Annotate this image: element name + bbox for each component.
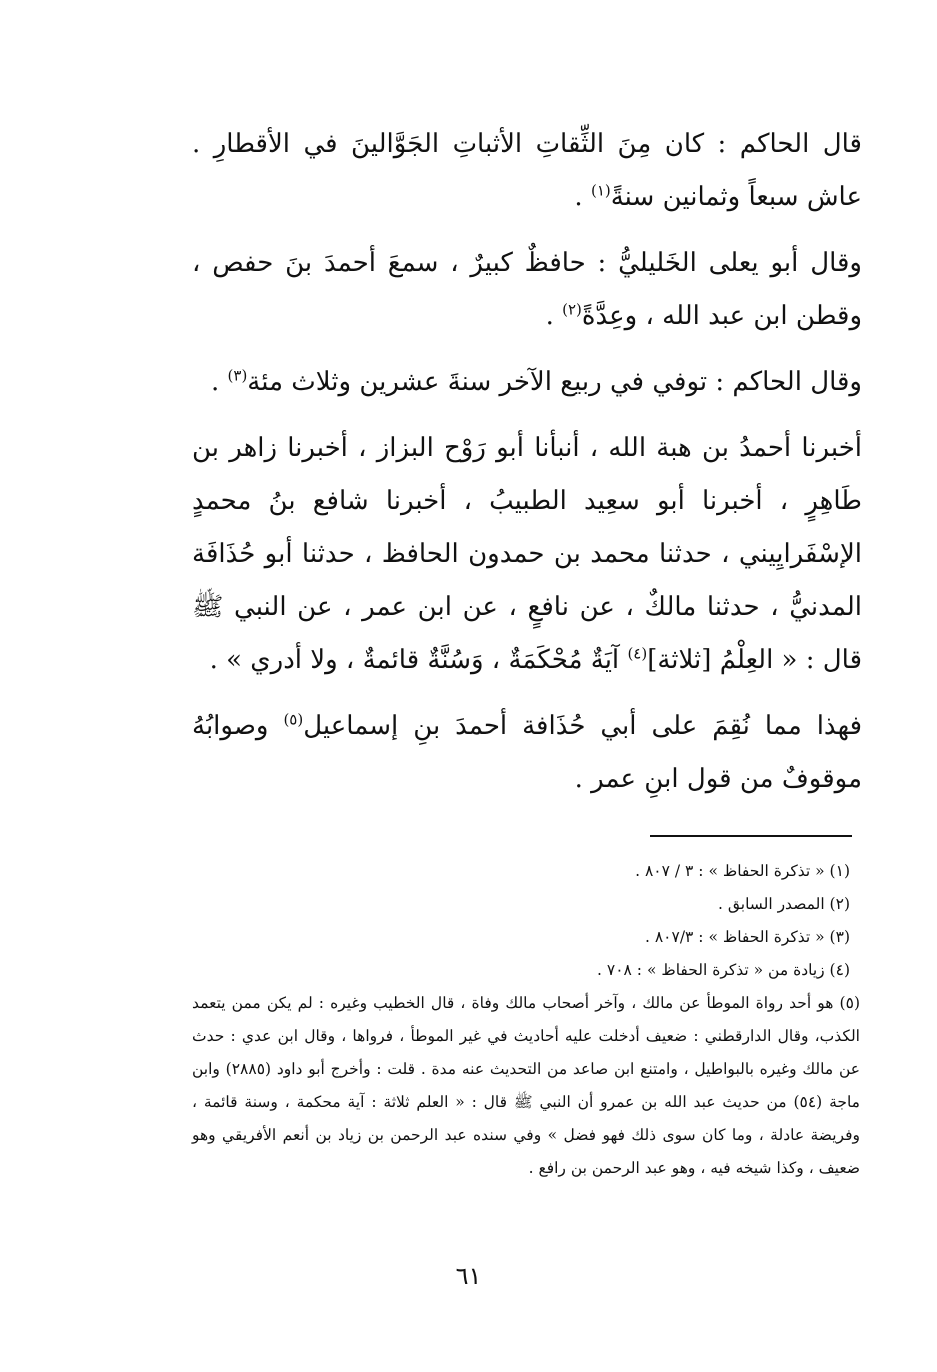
paragraph-conclusion (192, 700, 862, 806)
paragraph-isnad-hadith (192, 422, 862, 687)
paragraph-text: قال الحاكم : كان مِنَ الثِّقاتِ الأثباتِ الجَوَّالينَ في الأقطارِ . عاش سبعاً وثمانين سنةً (192, 129, 862, 212)
footnote-1: (١) « تذكرة الحفاظ » : ٣ / ٨٠٧ . (635, 862, 850, 880)
footnote-ref: (٢) (562, 300, 582, 319)
paragraph-text: وقال الحاكم : توفي في ربيع الآخر سنةَ عشرين وثلاث مئة (247, 367, 862, 397)
paragraph-end: . (210, 367, 228, 397)
footnote-separator (650, 835, 852, 837)
paragraph-text: وقال أبو يعلى الخَليليُّ : حافظٌ كبيرٌ ، سمعَ أحمدَ بنَ حفص ، وقطن ابن عبد الله ، وعِدَّةً (192, 248, 862, 331)
paragraph-khalili-quote (192, 237, 862, 343)
page-number: ٦١ (455, 1262, 482, 1290)
paragraph-end: . (545, 301, 563, 331)
paragraph-end: وصوابُهُ موقوفٌ من قول ابنِ عمر . (192, 711, 862, 794)
footnote-2: (٢) المصدر السابق . (717, 895, 850, 913)
paragraph-hakim-quote (192, 118, 862, 224)
paragraph-end: . (574, 182, 591, 212)
paragraph-text: فهذا مما نُقِمَ على أبي حُذَافة أحمدَ بنِ إسماعيل (303, 711, 862, 741)
footnote-ref: (٤) (627, 644, 648, 663)
footnote-3: (٣) « تذكرة الحفاظ » : ٨٠٧/٣ . (644, 928, 850, 946)
paragraph-end: آيَةٌ مُحْكَمَةٌ ، وَسُنَّةٌ قائمةٌ ، ولا أدري » . (209, 645, 628, 675)
main-text (192, 118, 862, 819)
paragraph-text: أخبرنا أحمدُ بن هبة الله ، أنبأنا أبو رَوْح البزاز ، أخبرنا زاهر بن طَاهِرٍ ، أخبرنا أبو سعِيد الطبيبُ ، أخبرنا شافع بنُ محمدٍ الإسْفَرايِيني ، حدثنا محمد بن حمدون الحافظ ، حدثنا أبو حُذَافَة المدنيُّ ، حدثنا مالكٌ ، عن نافعٍ ، عن ابن عمر ، عن النبي ﷺ قال : « العِلْمُ [ثلاثة] (192, 433, 862, 675)
footnote-5: (٥) هو أحد رواة الموطأ عن مالك ، وآخر أصحاب مالك وفاة ، قال الخطيب وغيره : لم يكن ممن يتعمد الكذب، وقال الدارقطني : ضعيف أدخلت عليه أحاديث في غير الموطأ ، فرواها ، وقال ابن عدي : حدث عن مالك وغيره بالبواطيل ، وامتنع ابن صاعد من التحديث عنه مدة . قلت : وأخرج أبو داود (٢٨٨٥) وابن ماجة (٥٤) من حديث عبد الله بن عمرو أن النبي ﷺ قال : « العلم ثلاثة : آية محكمة ، وسنة قائمة ، وفريضة عادلة ، وما كان سوى ذلك فهو فضل » وفي سنده عبد الرحمن بن زياد بن أنعم الأفريقي وهو ضعيف ، وكذا شيخه فيه ، وهو عبد الرحمن بن رافع . (192, 994, 860, 1177)
footnote-ref: (٥) (283, 710, 304, 729)
footnotes (192, 855, 860, 1185)
footnote-ref: (١) (590, 181, 611, 200)
footnote-ref: (٣) (227, 366, 248, 385)
paragraph-death-date (192, 356, 862, 409)
footnote-4: (٤) زيادة من « تذكرة الحفاظ » : ٧٠٨ . (597, 961, 850, 979)
